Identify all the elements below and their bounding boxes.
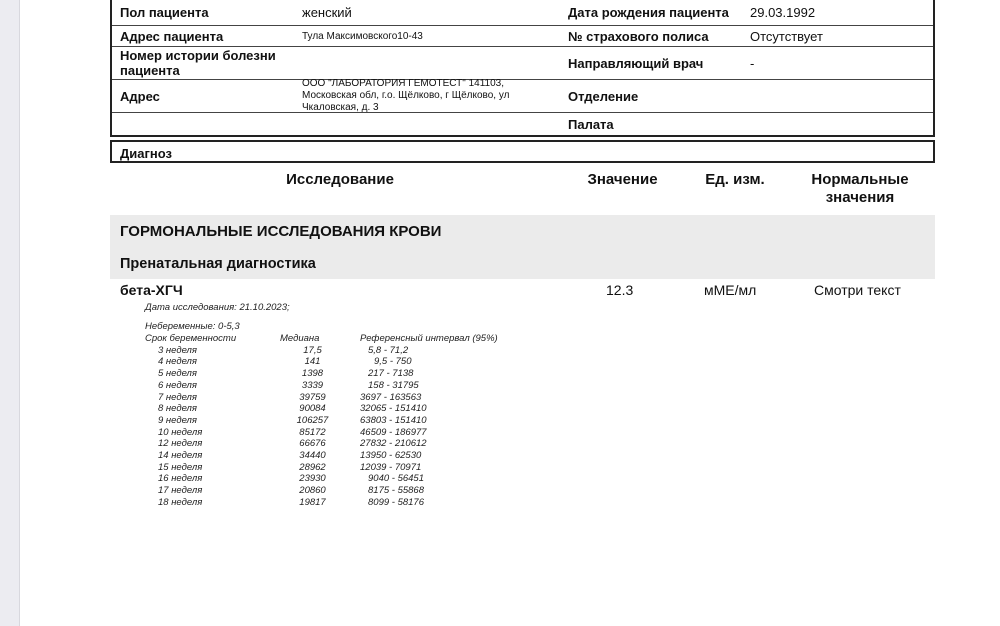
subsection-title: Пренатальная диагностика [120,256,316,272]
ward-value [750,113,930,135]
reference-median: 3339 [301,379,324,391]
section-title: ГОРМОНАЛЬНЫЕ ИССЛЕДОВАНИЯ КРОВИ [120,223,442,240]
reference-term: 8 неделя [158,403,197,415]
reference-term: 5 неделя [158,368,197,380]
department-value [750,80,930,112]
reference-interval: 9040 - 56451 [368,473,424,485]
reference-row [145,368,498,380]
reference-term: 15 неделя [158,461,203,473]
reference-term: 9 неделя [158,414,197,426]
info-row [112,113,933,135]
reference-row [145,415,498,427]
patient-info-table [110,0,935,137]
reference-interval: 3697 - 163563 [360,391,422,403]
reference-row [145,438,498,450]
reference-interval: 32065 - 151410 [360,403,427,415]
info-row [112,0,933,26]
section-band [110,215,935,279]
reference-row [145,473,498,485]
reference-median: 106257 [296,414,329,426]
reference-row [145,485,498,497]
reference-interval: 8175 - 55868 [368,485,424,497]
info-row [112,26,933,47]
col-term: Срок беременности [145,333,237,344]
result-normal: Смотри текст [814,282,901,298]
policy-label: № страхового полиса [568,28,709,44]
reference-median: 28962 [299,461,326,473]
reference-term: 6 неделя [158,379,197,391]
col-median: Медиана [280,333,320,344]
header-normal: Нормальные значения [811,171,909,206]
reference-term: 3 неделя [158,344,197,356]
policy-value: Отсутствует [750,28,823,44]
reference-interval: 9,5 - 750 [374,356,412,368]
info-row [112,47,933,80]
reference-interval: 158 - 31795 [368,379,419,391]
reference-median: 66676 [299,438,326,450]
header-unit: Ед. изм. [705,171,765,188]
result-value: 12.3 [606,282,634,298]
reference-median: 141 [304,356,321,368]
reference-row [145,427,498,439]
sex-value: женский [302,5,352,20]
reference-row [145,380,498,392]
reference-term: 16 неделя [158,473,203,485]
reference-median: 85172 [299,426,326,438]
reference-term: 17 неделя [158,485,203,497]
reference-interval: 217 - 7138 [368,368,414,380]
lab-address-value: ООО "ЛАБОРАТОРИЯ ГЕМОТЕСТ" 141103, Московская обл, г.о. Щёлково, г Щёлково, ул Чкаловская, д. 3 [302,78,510,113]
reference-interval: 46509 - 186977 [360,426,427,438]
doctor-value: - [750,55,755,71]
reference-term: 10 неделя [158,426,203,438]
department-label: Отделение [568,88,639,104]
study-date: Дата исследования: 21.10.2023; [145,302,290,313]
header-value: Значение [587,171,658,188]
reference-median: 17,5 [303,344,322,356]
doctor-label: Направляющий врач [568,55,704,71]
reference-interval: 63803 - 151410 [360,414,427,426]
viewer-left-margin [0,0,20,626]
lab-address-label: Адрес [120,88,160,104]
reference-interval: 27832 - 210612 [360,438,427,450]
reference-row [145,392,498,404]
reference-row [145,345,498,357]
ward-label: Палата [568,116,614,132]
info-row [112,80,933,113]
col-interval: Референсный интервал (95%) [360,333,498,344]
result-unit: мМЕ/мл [704,282,757,298]
reference-median: 1398 [301,368,324,380]
address-label: Адрес пациента [120,28,224,44]
reference-term: 12 неделя [158,438,203,450]
reference-median: 39759 [299,391,326,403]
address-value: Тула Максимовского10-43 [302,30,423,42]
reference-header-row [145,333,498,345]
history-label: Номер истории болезни пациента [120,48,276,78]
reference-term: 18 неделя [158,496,203,508]
reference-interval: 8099 - 58176 [368,496,424,508]
reference-interval: 13950 - 62530 [360,450,422,462]
dob-label: Дата рождения пациента [568,5,729,20]
reference-row [145,356,498,368]
reference-term: 14 неделя [158,450,203,462]
result-name: бета-ХГЧ [120,282,183,298]
sex-label: Пол пациента [120,5,209,20]
diagnosis-label: Диагноз [110,140,935,163]
dob-value: 29.03.1992 [750,5,816,20]
reference-row [145,497,498,509]
reference-row [145,450,498,462]
reference-table [145,333,498,509]
reference-median: 19817 [299,496,326,508]
reference-term: 7 неделя [158,391,197,403]
reference-median: 23930 [299,473,326,485]
reference-term: 4 неделя [158,356,197,368]
reference-interval: 12039 - 70971 [360,461,422,473]
nonpregnant-range: Небеременные: 0-5,3 [145,321,240,332]
reference-median: 90084 [299,403,326,415]
header-study: Исследование [286,171,394,188]
reference-row [145,403,498,415]
reference-row [145,462,498,474]
reference-median: 20860 [299,485,326,497]
reference-median: 34440 [299,450,326,462]
reference-interval: 5,8 - 71,2 [368,344,409,356]
history-value [302,47,552,79]
